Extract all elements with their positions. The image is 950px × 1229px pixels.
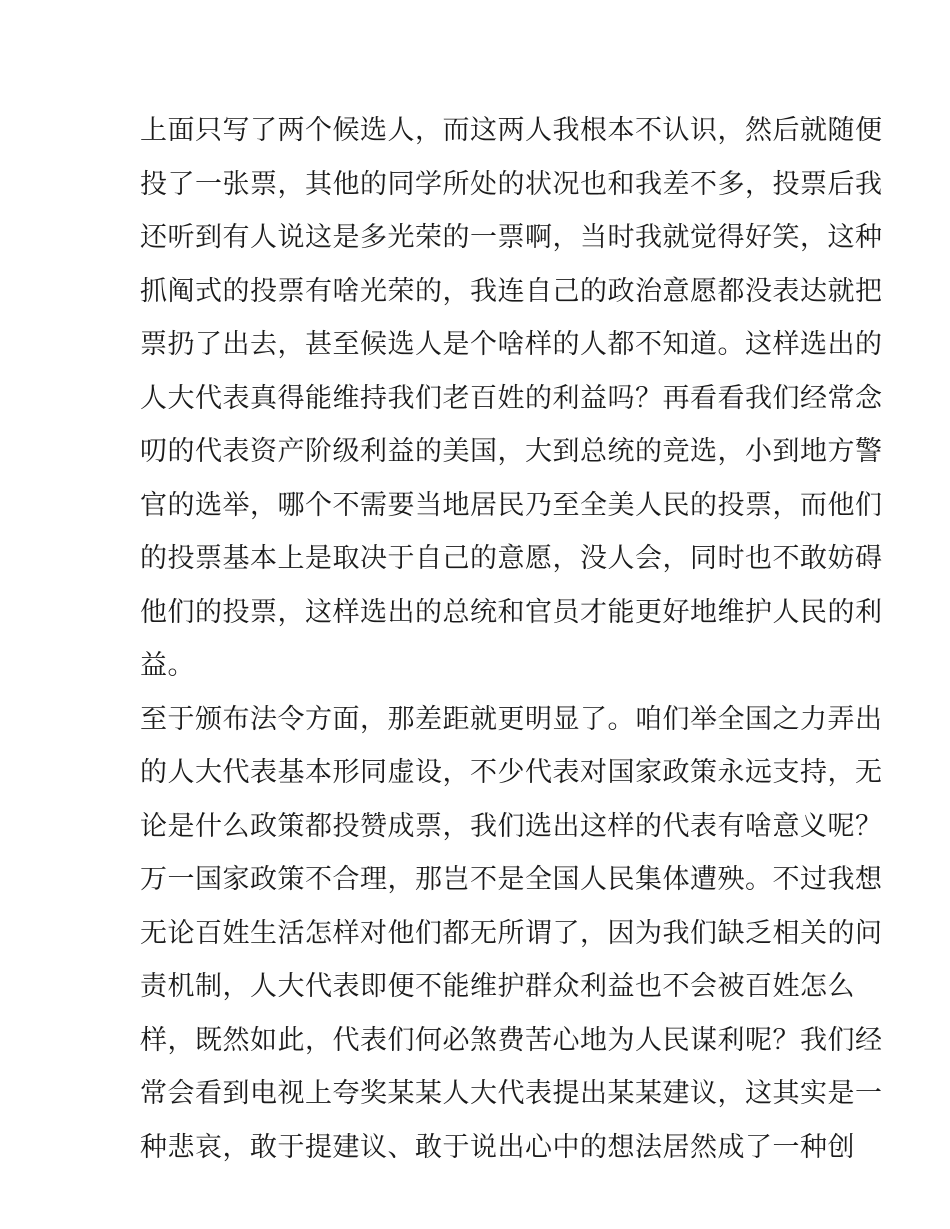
text-line: 益。 [140,650,195,681]
text-line: 的人大代表基本形同虚设，不少代表对国家政策永远支持，无 [140,757,883,788]
body-text [140,104,883,1174]
text-line: 还听到有人说这是多光荣的一票啊，当时我就觉得好笑，这种 [140,222,883,253]
text-line: 票扔了出去，甚至候选人是个啥样的人都不知道。这样选出的 [140,329,883,360]
text-line: 至于颁布法令方面，那差距就更明显了。咱们举全国之力弄出 [140,703,883,735]
text-line: 抓阄式的投票有啥光荣的，我连自己的政治意愿都没表达就把 [140,275,883,307]
text-line: 官的选举，哪个不需要当地居民乃至全美人民的投票，而他们 [140,489,883,521]
text-line: 叨的代表资产阶级利益的美国，大到总统的竞选，小到地方警 [140,436,883,467]
text-line: 他们的投票，这样选出的总统和官员才能更好地维护人民的利 [140,596,883,628]
text-line: 责机制，人大代表即便不能维护群众利益也不会被百姓怎么 [140,971,855,1002]
text-line: 种悲哀，敢于提建议、敢于说出心中的想法居然成了一种创 [140,1131,855,1163]
text-line: 的投票基本上是取决于自己的意愿，没人会，同时也不敢妨碍 [140,543,883,574]
text-line: 上面只写了两个候选人，而这两人我根本不认识，然后就随便 [140,115,883,146]
text-line: 人大代表真得能维持我们老百姓的利益吗？再看看我们经常念 [140,382,883,414]
text-line: 无论百姓生活怎样对他们都无所谓了，因为我们缺乏相关的问 [140,917,883,949]
text-line: 常会看到电视上夸奖某某人大代表提出某某建议，这其实是一 [140,1078,883,1109]
text-line: 论是什么政策都投赞成票，我们选出这样的代表有啥意义呢？ [140,810,883,842]
text-line: 投了一张票，其他的同学所处的状况也和我差不多，投票后我 [140,168,883,200]
text-line: 样，既然如此，代表们何必煞费苦心地为人民谋利呢？我们经 [140,1024,883,1056]
text-line: 万一国家政策不合理，那岂不是全国人民集体遭殃。不过我想 [140,864,883,895]
